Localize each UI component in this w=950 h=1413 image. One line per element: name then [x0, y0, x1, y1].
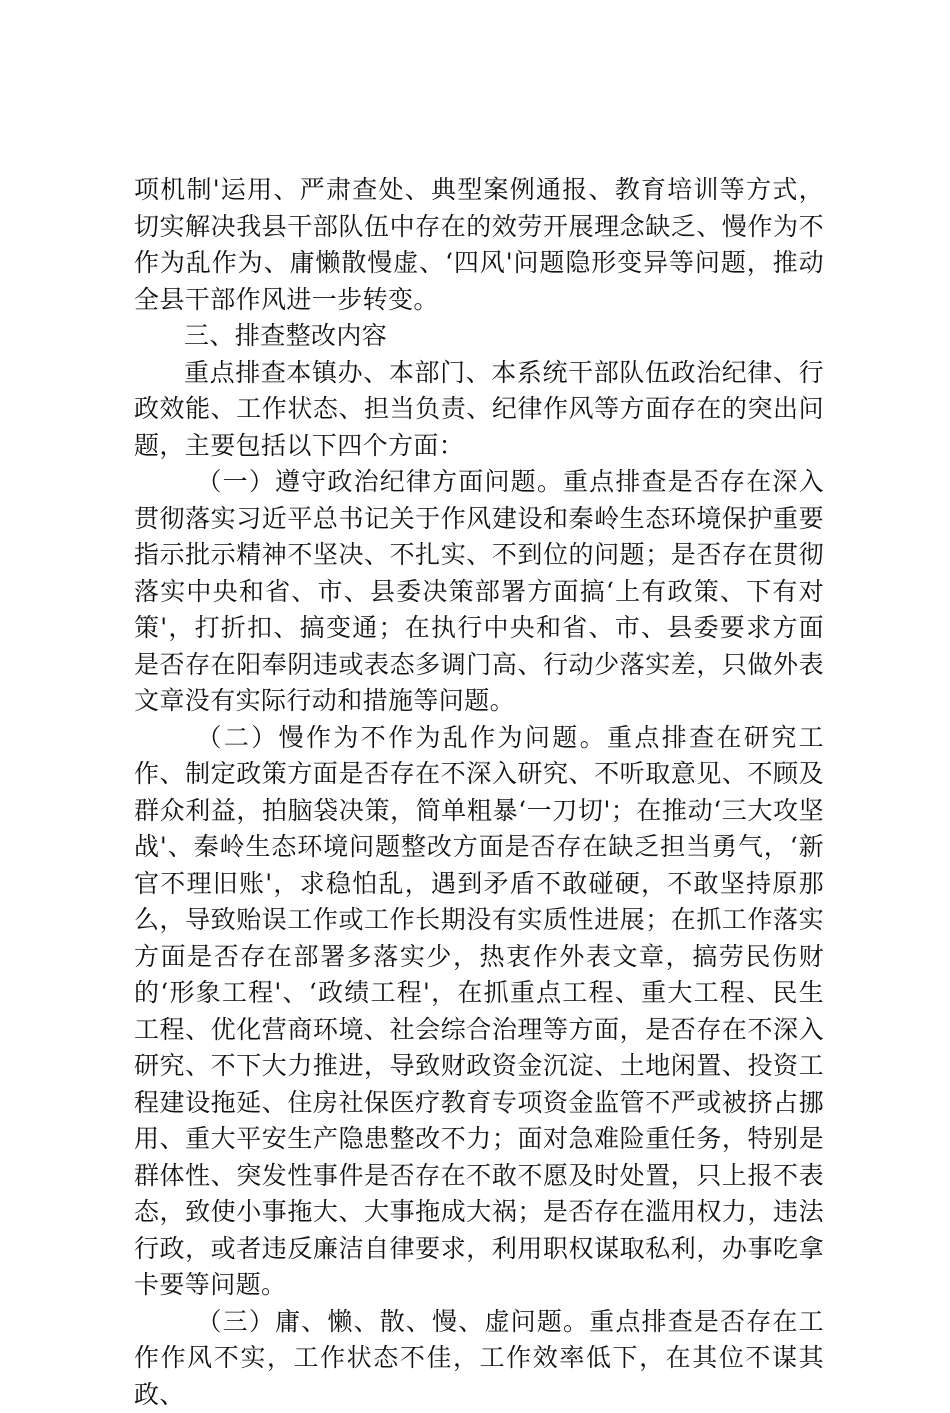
paragraph-intro: 重点排查本镇办、本部门、本系统干部队伍政治纪律、行政效能、工作状态、担当负责、纪律作风等方面存在的突出问题，主要包括以下四个方面： — [134, 355, 824, 465]
paragraph-continuation: 项机制'运用、严肃查处、典型案例通报、教育培训等方式，切实解决我县干部队伍中存在的效劳开展理念缺乏、慢作为不作为乱作为、庸懒散慢虚、‘四风'问题隐形变异等问题，推动全县干部作风进一步转变。 — [134, 172, 824, 318]
paragraph-item-2: （二）慢作为不作为乱作为问题。重点排查在研究工作、制定政策方面是否存在不深入研究、不听取意见、不顾及群众利益，拍脑袋决策，简单粗暴‘一刀切'；在推动‘三大攻坚战'、秦岭生态环境问题整改方面是否存在缺乏担当勇气，‘新官不理旧账'，求稳怕乱，遇到矛盾不敢碰硬，不敢坚持原那么，导致贻误工作或工作长期没有实质性进展；在抓工作落实方面是否存在部署多落实少，热衷作外表文章，搞劳民伤财的‘形象工程'、‘政绩工程'，在抓重点工程、重大工程、民生工程、优化营商环境、社会综合治理等方面，是否存在不深入研究、不下大力推进，导致财政资金沉淀、土地闲置、投资工程建设拖延、住房社保医疗教育专项资金监管不严或被挤占挪用、重大平安生产隐患整改不力；面对急难险重任务，特别是群体性、突发性事件是否存在不敢不愿及时处置，只上报不表态，致使小事拖大、大事拖成大祸；是否存在滥用权力，违法行政，或者违反廉洁自律要求，利用职权谋取私利，办事吃拿卡要等问题。 — [134, 720, 824, 1304]
section-heading: 三、排查整改内容 — [134, 318, 824, 355]
paragraph-item-1: （一）遵守政治纪律方面问题。重点排查是否存在深入贯彻落实习近平总书记关于作风建设和秦岭生态环境保护重要指示批示精神不坚决、不扎实、不到位的问题；是否存在贯彻落实中央和省、市、县委决策部署方面搞‘上有政策、下有对策'，打折扣、搞变通；在执行中央和省、市、县委要求方面是否存在阳奉阴违或表态多调门高、行动少落实差，只做外表文章没有实际行动和措施等问题。 — [134, 464, 824, 720]
document-body — [134, 172, 824, 1413]
paragraph-item-3: （三）庸、懒、散、慢、虚问题。重点排查是否存在工作作风不实，工作状态不佳，工作效率低下，在其位不谋其政、 — [134, 1304, 824, 1413]
